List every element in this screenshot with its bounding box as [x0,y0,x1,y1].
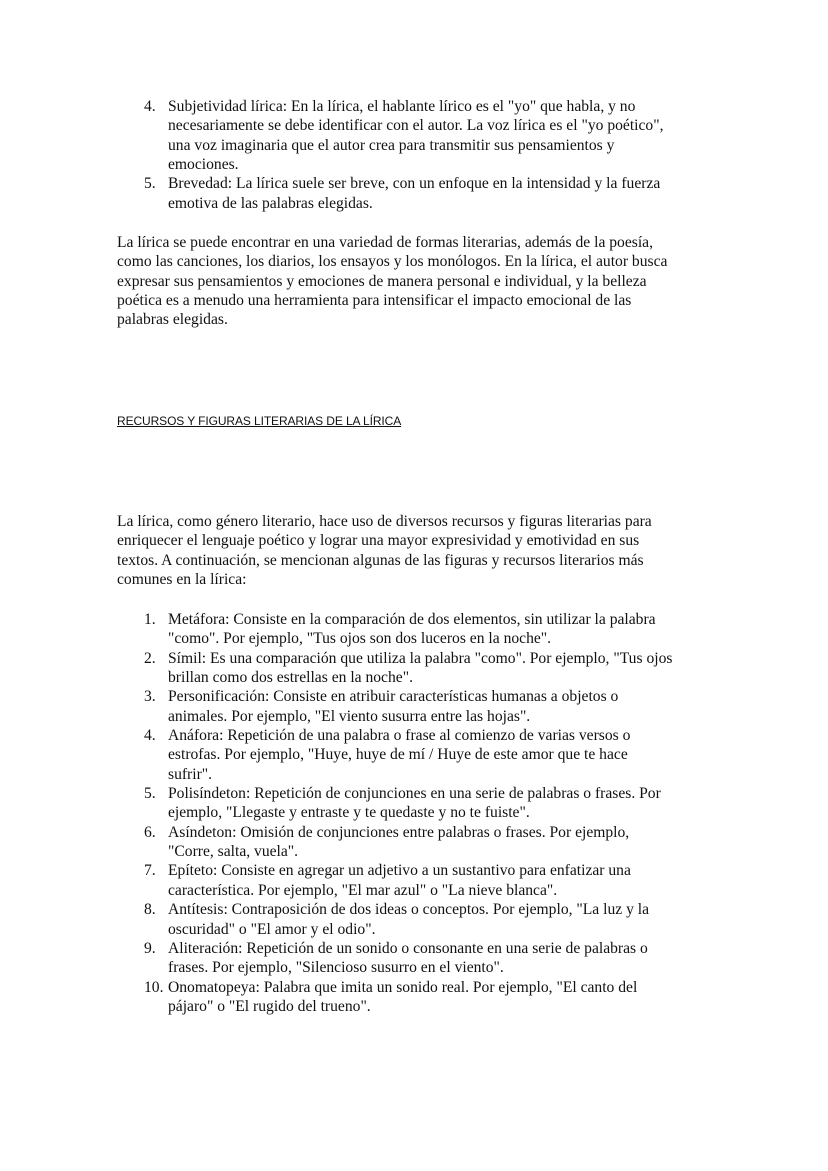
list-item-line: oscuridad" o "El amor y el odio". [168,920,376,938]
list-item-line: Personificación: Consiste en atribuir características humanas a objetos o [168,688,619,706]
paragraph-line: comunes en la lírica: [117,571,247,589]
list-item-line: necesariamente se debe identificar con el autor. La voz lírica es el "yo poético", [168,117,664,135]
list-number: 2. [144,649,156,667]
list-item-line: "como". Por ejemplo, "Tus ojos son dos luceros en la noche". [168,630,552,648]
list-item-line: frases. Por ejemplo, "Silencioso susurro en el viento". [168,959,504,977]
list-item-line: Anáfora: Repetición de una palabra o frase al comienzo de varias versos o [168,727,631,745]
list-number: 6. [144,823,156,841]
paragraph-intro [117,512,717,589]
list-item [117,174,717,213]
list-item-line: Epíteto: Consiste en agregar un adjetivo a un sustantivo para enfatizar una [168,862,631,880]
list-number: 5. [144,785,156,803]
list-item-line: Asíndeton: Omisión de conjunciones entre palabras o frases. Por ejemplo, [168,823,630,841]
list-item-line: emotiva de las palabras elegidas. [168,194,373,212]
list-item [117,784,717,823]
list-item-line: brillan como dos estrellas en la noche". [168,669,413,687]
list-number: 7. [144,862,156,880]
list-number: 9. [144,939,156,957]
list-item-line: estrofas. Por ejemplo, "Huye, huye de mí / Huye de este amor que te hace [168,746,628,764]
paragraph-line: poética es a menudo una herramienta para intensificar el impacto emocional de las [117,292,632,310]
list-item-line: emociones. [168,156,239,174]
list-item [117,978,717,1017]
list-item-line: pájaro" o "El rugido del trueno". [168,997,371,1015]
paragraph-forms [117,233,717,330]
paragraph-line: palabras elegidas. [117,311,228,329]
list-number: 4. [144,727,156,745]
paragraph-line: como las canciones, los diarios, los ensayos y los monólogos. En la lírica, el autor busca [117,253,668,271]
list-item [117,649,717,688]
list-item-line: Brevedad: La lírica suele ser breve, con un enfoque en la intensidad y la fuerza [168,175,661,193]
list-number: 4. [144,98,156,115]
paragraph-line: textos. A continuación, se mencionan algunas de las figuras y recursos literarios más [117,551,644,569]
paragraph-line: expresar sus pensamientos y emociones de manera personal e individual, y la belleza [117,272,647,290]
section-heading: RECURSOS Y FIGURAS LITERARIAS DE LA LÍRICA [117,414,402,428]
list-number: 1. [144,611,156,628]
list-item-line: característica. Por ejemplo, "El mar azul" o "La nieve blanca". [168,881,558,899]
list-number: 5. [144,175,156,193]
list-item-line: Metáfora: Consiste en la comparación de dos elementos, sin utilizar la palabra [168,611,656,628]
list-item [117,939,717,978]
list-item-line: Símil: Es una comparación que utiliza la palabra "como". Por ejemplo, "Tus ojos [168,649,673,667]
list-item-line: Aliteración: Repetición de un sonido o consonante en una serie de palabras o [168,939,648,957]
paragraph-line: La lírica, como género literario, hace uso de diversos recursos y figuras literarias para [117,513,652,530]
list-item-line: Onomatopeya: Palabra que imita un sonido real. Por ejemplo, "El canto del [168,978,638,996]
list-item-line: Polisíndeton: Repetición de conjunciones en una serie de palabras o frases. Por [168,785,661,803]
list-item-line: Subjetividad lírica: En la lírica, el hablante lírico es el "yo" que habla, y no [168,98,636,115]
list-item [117,823,717,862]
list-characteristics [117,97,717,213]
list-number: 3. [144,688,156,706]
list-item-line: sufrir". [168,765,213,783]
list-item [117,861,717,900]
list-item-line: animales. Por ejemplo, "El viento susurra entre las hojas". [168,707,531,725]
list-literary-figures [117,610,717,1016]
list-item [117,900,717,939]
list-item [117,97,717,174]
list-number: 10. [144,978,164,996]
paragraph-line: enriquecer el lenguaje poético y lograr una mayor expresividad y emotividad en sus [117,532,640,550]
list-item [117,687,717,726]
list-item-line: una voz imaginaria que el autor crea para transmitir sus pensamientos y [168,136,615,154]
list-item [117,726,717,784]
list-number: 8. [144,901,156,919]
list-item-line: ejemplo, "Llegaste y entraste y te quedaste y no te fuiste". [168,804,530,822]
list-item [117,610,717,649]
list-item-line: Antítesis: Contraposición de dos ideas o conceptos. Por ejemplo, "La luz y la [168,901,650,919]
list-item-line: "Corre, salta, vuela". [168,843,299,861]
paragraph-line: La lírica se puede encontrar en una variedad de formas literarias, además de la poesía, [117,234,653,251]
